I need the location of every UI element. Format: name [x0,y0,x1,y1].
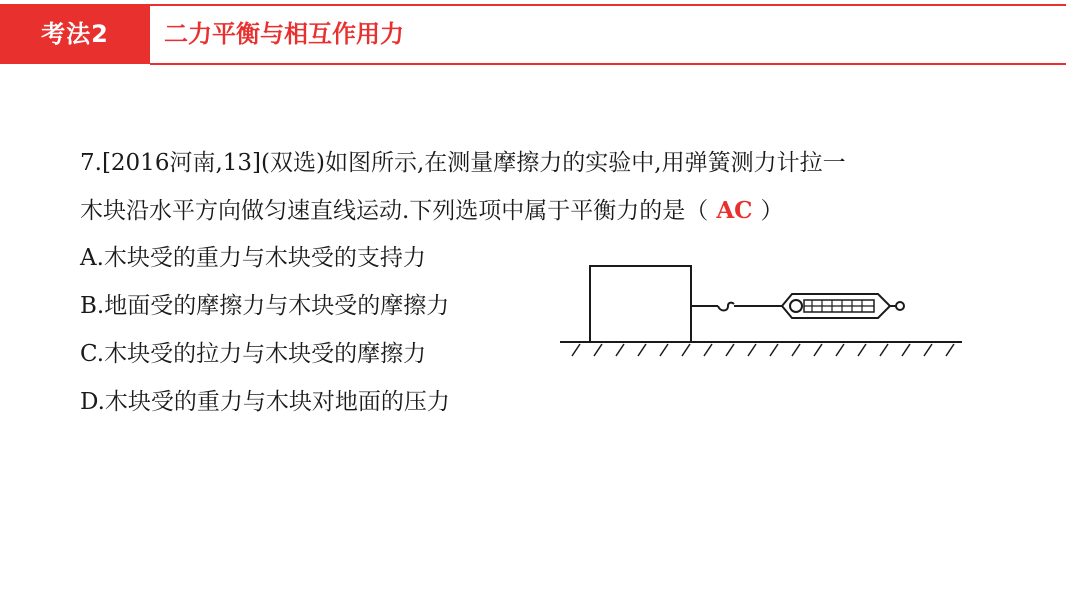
option-d: D.木块受的重力与木块对地面的压力 [80,389,450,415]
answer-text: AC [716,197,753,224]
question-stem [80,140,1000,235]
spring-scale [782,294,890,318]
ground-hatching [572,344,954,356]
option-c: C.木块受的拉力与木块受的摩擦力 [80,341,427,367]
question-line-1: 7.[2016河南,13](双选)如图所示,在测量摩擦力的实验中,用弹簧测力计拉一 [80,150,846,176]
wooden-block [590,266,691,342]
experiment-diagram [560,260,970,360]
slide-header [0,0,1066,66]
section-badge: 考法2 [0,4,150,64]
question-line-2-close: ） [760,198,784,224]
question-line-2-text: 木块沿水平方向做匀速直线运动.下列选项中属于平衡力的是（ [80,198,709,224]
options-list [80,234,450,426]
section-title: 二力平衡与相互作用力 [164,20,404,48]
spring-scale-hook [718,303,734,311]
option-b: B.地面受的摩擦力与木块受的摩擦力 [80,293,450,319]
option-a: A.木块受的重力与木块受的支持力 [80,245,426,271]
pull-ring [896,302,904,310]
question-line-2 [80,187,1000,235]
header-rule-bottom [150,63,1066,65]
